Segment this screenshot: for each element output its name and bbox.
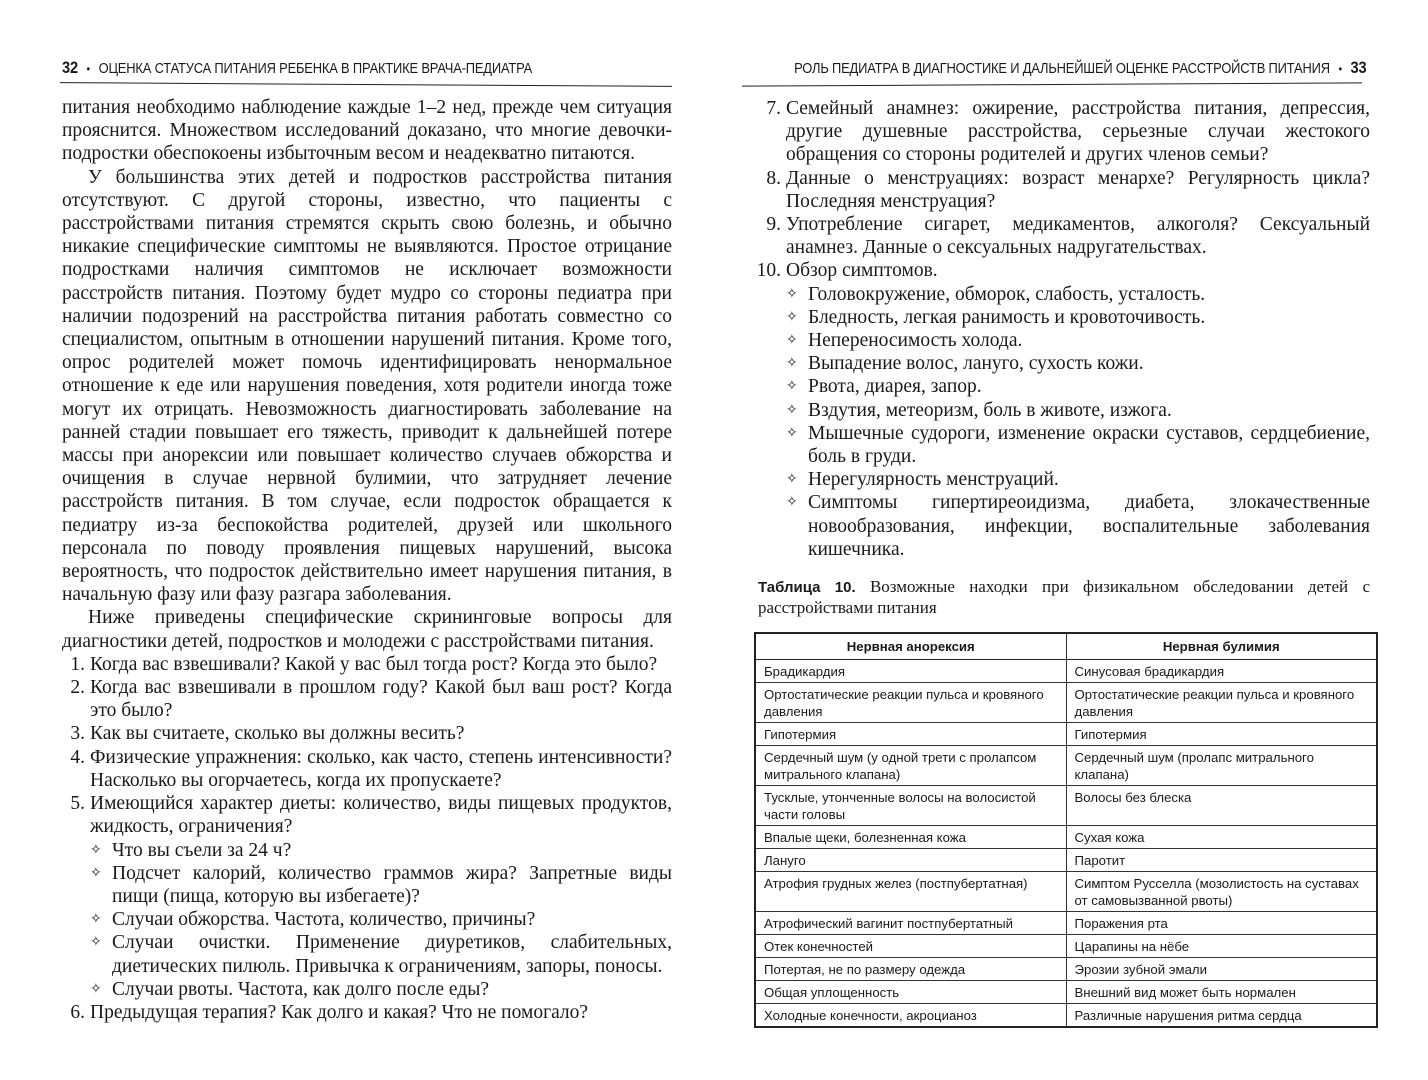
list-item: 5. Имеющийся характер диеты: количество, виды пищевых продуктов, жидкость, ограничения? — [70, 793, 672, 838]
diamond-bullet-icon: ✧ — [786, 471, 798, 488]
paragraph: Ниже приведены специфические скрининговые вопросы для диагностики детей, подростков и молодежи с расстройствами питания. — [62, 607, 672, 652]
paragraph: питания необходимо наблюдение каждые 1–2 нед, прежде чем ситуация прояснится. Множеством исследований доказано, что многие девочки-подростки обеспокоены избыточным весом и неадекватно питаются. — [62, 97, 672, 165]
diamond-bullet-icon: ✧ — [90, 911, 102, 928]
sub-list-item: ✧ Рвота, диарея, запор. — [786, 376, 982, 398]
column-header-anorexia: Нервная анорексия — [755, 633, 1066, 660]
list-item: 6. Предыдущая терапия? Как долго и какая? Что не помогало? — [70, 1001, 589, 1023]
diamond-bullet-icon: ✧ — [90, 934, 102, 951]
diamond-bullet-icon: ✧ — [786, 424, 798, 441]
table-caption — [758, 577, 1370, 618]
column-header-bulimia: Нервная булимия — [1066, 633, 1377, 660]
sub-list-item: ✧ Нерегулярность менструаций. — [786, 469, 1059, 491]
list-item: 1. Когда вас взвешивали? Какой у вас был тогда рост? Когда это было? — [70, 653, 658, 675]
table-row: Тусклые, утонченные волосы на волосистой части головы Волосы без блеска — [755, 786, 1377, 826]
list-item: 2. Когда вас взвешивали в прошлом году? Какой был ваш рост? Когда это было? — [70, 677, 672, 722]
sub-list-item: ✧ Мышечные судороги, изменение окраски суставов, сердцебиение, боль в груди. — [786, 422, 1370, 468]
screening-questions-list-continued — [750, 97, 1370, 561]
table-row: Сердечный шум (у одной трети с пролапсом митрального клапана) Сердечный шум (пролапс митрального клапана) — [755, 746, 1377, 786]
right-body — [758, 97, 1370, 1028]
sub-list-item: ✧ Бледность, легкая ранимость и кровоточивость. — [786, 306, 1206, 328]
header-rule — [60, 82, 672, 87]
list-item: 3. Как вы считаете, сколько вы должны весить? — [70, 723, 465, 745]
diamond-bullet-icon: ✧ — [786, 332, 798, 349]
sub-list-item: ✧ Подсчет калорий, количество граммов жира? Запретные виды пищи (пища, которую вы избегаете)? — [90, 862, 672, 907]
table-row: Потертая, не по размеру одежда Эрозии зубной эмали — [755, 958, 1377, 981]
diamond-bullet-icon: ✧ — [786, 401, 798, 418]
findings-table — [754, 632, 1378, 1028]
sub-list-item: ✧ Головокружение, обморок, слабость, усталость. — [786, 283, 1206, 305]
sub-list-item: ✧ Случаи очистки. Применение диуретиков, слабительных, диетических пилюль. Привычка к ограничениям, запоры, поносы. — [90, 932, 672, 977]
running-head-title: ОЦЕНКА СТАТУСА ПИТАНИЯ РЕБЕНКА В ПРАКТИКЕ ВРАЧА-ПЕДИАТРА — [98, 60, 533, 77]
table-row: Атрофический вагинит постпубертатный Поражения рта — [755, 912, 1377, 935]
table-caption-label: Таблица 10. — [758, 579, 856, 597]
sub-list-item: ✧ Случаи обжорства. Частота, количество, причины? — [90, 909, 536, 931]
table-caption-text: Возможные находки при физикальном обследовании детей с расстройствами питания — [758, 577, 1370, 618]
table-row: Отек конечностей Царапины на нёбе — [755, 935, 1377, 958]
diamond-bullet-icon: ✧ — [786, 378, 798, 395]
diamond-bullet-icon: ✧ — [786, 355, 798, 372]
table-row: Гипотермия Гипотермия — [755, 723, 1377, 746]
screening-questions-list — [54, 653, 672, 1024]
page-number: 32 — [62, 58, 78, 77]
running-head-title: РОЛЬ ПЕДИАТРА В ДИАГНОСТИКЕ И ДАЛЬНЕЙШЕЙ ОЦЕНКЕ РАССТРОЙСТВ ПИТАНИЯ — [793, 60, 1330, 77]
right-page — [714, 0, 1428, 1080]
sub-list-item: ✧ Непереносимость холода. — [786, 330, 1023, 352]
list-item: 4. Физические упражнения: сколько, как часто, степень интенсивности? Насколько вы огорчаетесь, когда их пропускаете? — [70, 746, 672, 791]
list-item: 7. Семейный анамнез: ожирение, расстройства питания, депрессия, другие душевные расстройства, серьезные случаи жестокого обращения со стороны родителей и других членов семьи? — [766, 98, 1370, 166]
diamond-bullet-icon: ✧ — [90, 841, 102, 858]
table-row: Холодные конечности, акроцианоз Различные нарушения ритма сердца — [755, 1004, 1377, 1028]
sub-list-item: ✧ Случаи рвоты. Частота, как долго после еды? — [90, 978, 489, 1000]
sub-list-item: ✧ Что вы съели за 24 ч? — [90, 839, 292, 861]
list-item: 8. Данные о менструациях: возраст менархе? Регулярность цикла? Последняя менструация? — [766, 167, 1370, 212]
table-row: Брадикардия Синусовая брадикардия — [755, 660, 1377, 683]
paragraph: У большинства этих детей и подростков расстройства питания отсутствуют. С другой стороны, известно, что пациенты с расстройствами питания стремятся скрыть свою болезнь, и обычно никакие специфические симптомы не выявляются. Простое отрицание подростками наличия симптомов не исключает возможности расстройств питания. Поэтому будет мудро со стороны педиатра при наличии подозрений на расстройства питания работать совместно со специалистом, опытным в отношении нарушений питания. Кроме того, опрос родителей может помочь идентифицировать ненормальное отношение к еде или нарушения поведения, хотя родители иногда тоже могут их отрицать. Невозможность диагностировать заболевание на ранней стадии повышает его тяжесть, приводит к дальнейшей потере массы при анорексии или повышает количество случаев обжорства и очищения в случае нервной булимии, что затрудняет лечение расстройств питания. В том случае, если подросток обращается к педиатру из-за беспокойства родителей, друзей или школьного персонала по поводу проявления пищевых нарушений, высока вероятность, что подросток действительно имеет нарушения питания, в начальную фазу или фазу разгара заболевания. — [62, 166, 672, 606]
diamond-bullet-icon: ✧ — [786, 308, 798, 325]
table-row: Ортостатические реакции пульса и кровяного давления Ортостатические реакции пульса и кровяного давления — [755, 683, 1377, 723]
page-number: 33 — [1350, 58, 1366, 77]
running-head-right — [794, 58, 1366, 78]
sub-list-item: ✧ Симптомы гипертиреоидизма, диабета, злокачественные новообразования, инфекции, воспалительные заболевания кишечника. — [786, 492, 1370, 560]
table-header-row — [755, 633, 1377, 660]
table-row: Лануго Паротит — [755, 849, 1377, 872]
table-row: Общая уплощенность Внешний вид может быть нормален — [755, 981, 1377, 1004]
sub-list-item: ✧ Выпадение волос, лануго, сухость кожи. — [786, 353, 1144, 375]
bullet-icon: • — [86, 62, 90, 76]
diamond-bullet-icon: ✧ — [90, 980, 102, 997]
list-item: 9. Употребление сигарет, медикаментов, алкоголя? Сексуальный анамнез. Данные о сексуальных надругательствах. — [766, 214, 1370, 259]
left-body — [62, 96, 672, 1024]
table-row: Атрофия грудных желез (постпубертатная) Симптом Русселла (мозолистость на суставах от самовызванной рвоты) — [755, 872, 1377, 912]
running-head-left — [62, 58, 532, 78]
header-rule — [742, 82, 1362, 86]
diamond-bullet-icon: ✧ — [90, 864, 102, 881]
bullet-icon: • — [1338, 62, 1342, 76]
diamond-bullet-icon: ✧ — [786, 494, 798, 511]
list-item: 10. Обзор симптомов. — [756, 260, 938, 282]
diamond-bullet-icon: ✧ — [786, 285, 798, 302]
sub-list-item: ✧ Вздутия, метеоризм, боль в животе, изжога. — [786, 399, 1172, 421]
table-row: Впалые щеки, болезненная кожа Сухая кожа — [755, 826, 1377, 849]
